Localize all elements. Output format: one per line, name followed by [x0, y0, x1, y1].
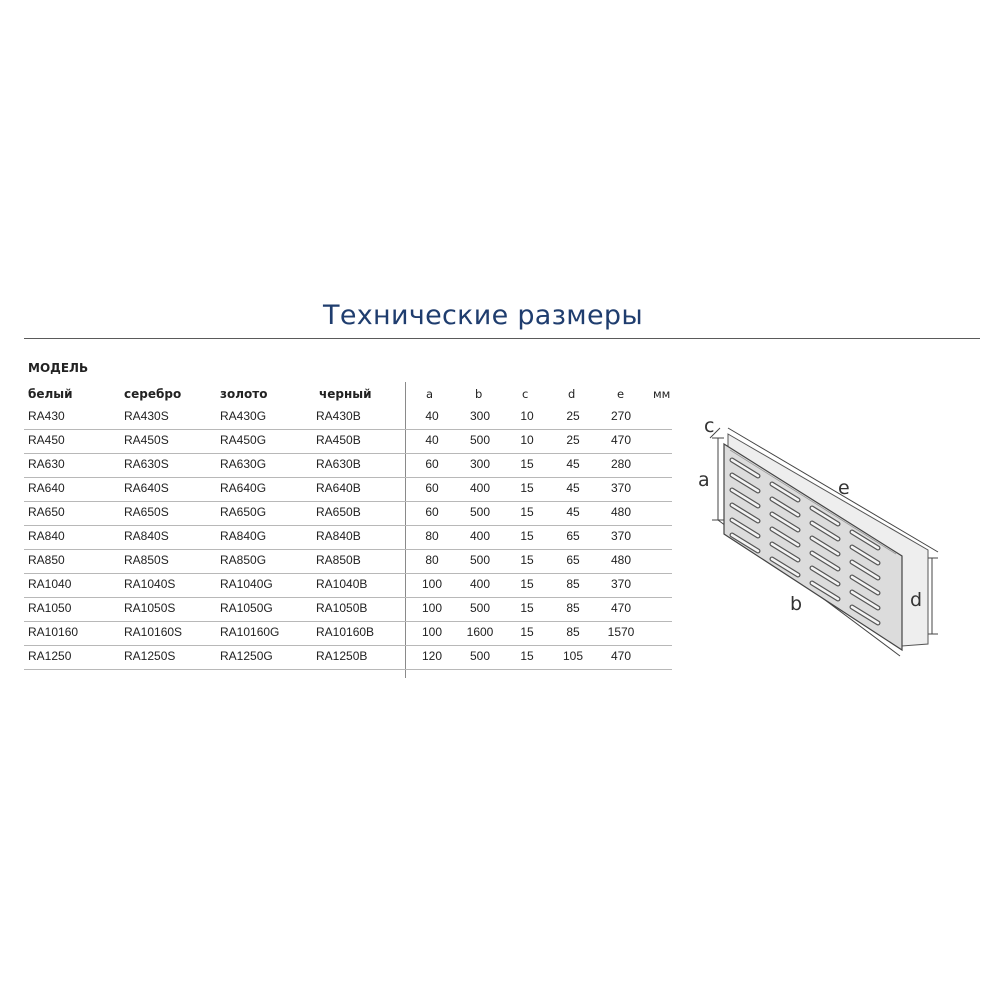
table-cell: RA650 [28, 505, 65, 519]
table-cell: 25 [566, 433, 580, 447]
table-cell: 40 [425, 433, 439, 447]
table-cell: 65 [566, 529, 580, 543]
table-row [24, 429, 672, 454]
grille-diagram [696, 408, 956, 678]
table-cell: 400 [469, 529, 491, 543]
table-cell: 15 [520, 553, 534, 567]
table-row [24, 405, 672, 430]
table-cell: 15 [520, 481, 534, 495]
label-b: b [790, 593, 803, 615]
title-divider [24, 338, 980, 339]
table-cell: 80 [425, 529, 439, 543]
table-cell: 470 [610, 649, 632, 663]
table-cell: 60 [425, 481, 439, 495]
table-cell: RA840S [124, 529, 169, 543]
table-cell: RA650S [124, 505, 169, 519]
header-d: d [568, 387, 576, 401]
table-cell: RA1040G [220, 577, 273, 591]
table-cell: RA1250S [124, 649, 176, 663]
table-row [24, 477, 672, 502]
table-cell: RA850G [220, 553, 267, 567]
table-cell: 45 [566, 505, 580, 519]
label-e: e [838, 477, 850, 499]
table-cell: RA450 [28, 433, 65, 447]
table-row [24, 597, 672, 622]
label-c: c [704, 415, 715, 437]
table-cell: RA850 [28, 553, 65, 567]
table-cell: 45 [566, 457, 580, 471]
table-cell: 1570 [607, 625, 635, 639]
table-cell: RA430G [220, 409, 267, 423]
table-cell: 45 [566, 481, 580, 495]
table-cell: 85 [566, 601, 580, 615]
table-cell: RA630G [220, 457, 267, 471]
table-cell: RA630S [124, 457, 169, 471]
header-e: e [617, 387, 625, 401]
table-cell: 60 [425, 505, 439, 519]
header-c: c [522, 387, 529, 401]
table-cell: 400 [469, 481, 491, 495]
header-a: a [426, 387, 434, 401]
table-cell: 15 [520, 601, 534, 615]
table-cell: RA450B [316, 433, 361, 447]
table-cell: RA1050S [124, 601, 176, 615]
table-cell: RA640B [316, 481, 361, 495]
table-cell: 280 [610, 457, 632, 471]
table-row [24, 645, 672, 670]
table-cell: RA840B [316, 529, 361, 543]
table-cell: 15 [520, 457, 534, 471]
table-row [24, 621, 672, 646]
table-cell: RA1250 [28, 649, 72, 663]
table-cell: 105 [562, 649, 584, 663]
table-cell: RA10160S [124, 625, 183, 639]
table-cell: 40 [425, 409, 439, 423]
table-cell: RA450S [124, 433, 169, 447]
table-cell: RA10160B [316, 625, 375, 639]
header-unit: мм [653, 387, 671, 401]
table-cell: 480 [610, 553, 632, 567]
table-cell: 370 [610, 577, 632, 591]
table-cell: RA840G [220, 529, 267, 543]
table-cell: 60 [425, 457, 439, 471]
table-row [24, 501, 672, 526]
table-row [24, 549, 672, 574]
table-cell: 100 [421, 625, 443, 639]
table-cell: RA1040S [124, 577, 176, 591]
table-cell: RA430 [28, 409, 65, 423]
table-cell: 370 [610, 529, 632, 543]
table-cell: RA640 [28, 481, 65, 495]
header-silver: серебро [124, 387, 182, 401]
table-cell: RA450G [220, 433, 267, 447]
table-cell: 15 [520, 649, 534, 663]
table-cell: 120 [421, 649, 443, 663]
table-cell: RA1050G [220, 601, 273, 615]
table-cell: 85 [566, 577, 580, 591]
table-cell: 10 [520, 409, 534, 423]
table-cell: 470 [610, 601, 632, 615]
table-cell: RA650G [220, 505, 267, 519]
table-cell: 65 [566, 553, 580, 567]
table-cell: 400 [469, 577, 491, 591]
table-cell: 10 [520, 433, 534, 447]
header-white: белый [28, 387, 73, 401]
table-cell: RA1040 [28, 577, 72, 591]
table-cell: RA850S [124, 553, 169, 567]
model-label: МОДЕЛЬ [28, 361, 89, 375]
table-cell: RA630B [316, 457, 361, 471]
table-cell: 470 [610, 433, 632, 447]
table-cell: 100 [421, 577, 443, 591]
table-cell: RA840 [28, 529, 65, 543]
table-cell: RA10160G [220, 625, 280, 639]
table-cell: 80 [425, 553, 439, 567]
table-cell: RA10160 [28, 625, 79, 639]
table-cell: RA640G [220, 481, 267, 495]
table-cell: RA850B [316, 553, 361, 567]
header-black: черный [319, 387, 372, 401]
table-cell: 370 [610, 481, 632, 495]
table-cell: RA650B [316, 505, 361, 519]
table-cell: RA1050B [316, 601, 368, 615]
table-cell: 1600 [466, 625, 494, 639]
table-cell: RA430S [124, 409, 169, 423]
table-cell: 300 [469, 409, 491, 423]
table-row [24, 573, 672, 598]
table-cell: RA430B [316, 409, 361, 423]
table-cell: 500 [469, 505, 491, 519]
table-cell: 300 [469, 457, 491, 471]
table-cell: 15 [520, 529, 534, 543]
label-a: a [698, 469, 710, 491]
table-cell: 270 [610, 409, 632, 423]
header-b: b [475, 387, 483, 401]
table-cell: 25 [566, 409, 580, 423]
table-cell: RA1040B [316, 577, 368, 591]
page-title: Технические размеры [323, 300, 643, 331]
table-cell: 500 [469, 553, 491, 567]
label-d: d [910, 589, 923, 611]
table-cell: 500 [469, 601, 491, 615]
table-cell: 15 [520, 625, 534, 639]
table-cell: 500 [469, 649, 491, 663]
header-gold: золото [220, 387, 268, 401]
table-cell: 15 [520, 505, 534, 519]
table-cell: 15 [520, 577, 534, 591]
table-cell: RA1250B [316, 649, 368, 663]
table-cell: RA1250G [220, 649, 273, 663]
table-cell: 500 [469, 433, 491, 447]
table-row [24, 525, 672, 550]
table-cell: RA630 [28, 457, 65, 471]
table-cell: 100 [421, 601, 443, 615]
table-cell: 480 [610, 505, 632, 519]
table-row [24, 453, 672, 478]
table-cell: 85 [566, 625, 580, 639]
table-cell: RA1050 [28, 601, 72, 615]
table-cell: RA640S [124, 481, 169, 495]
